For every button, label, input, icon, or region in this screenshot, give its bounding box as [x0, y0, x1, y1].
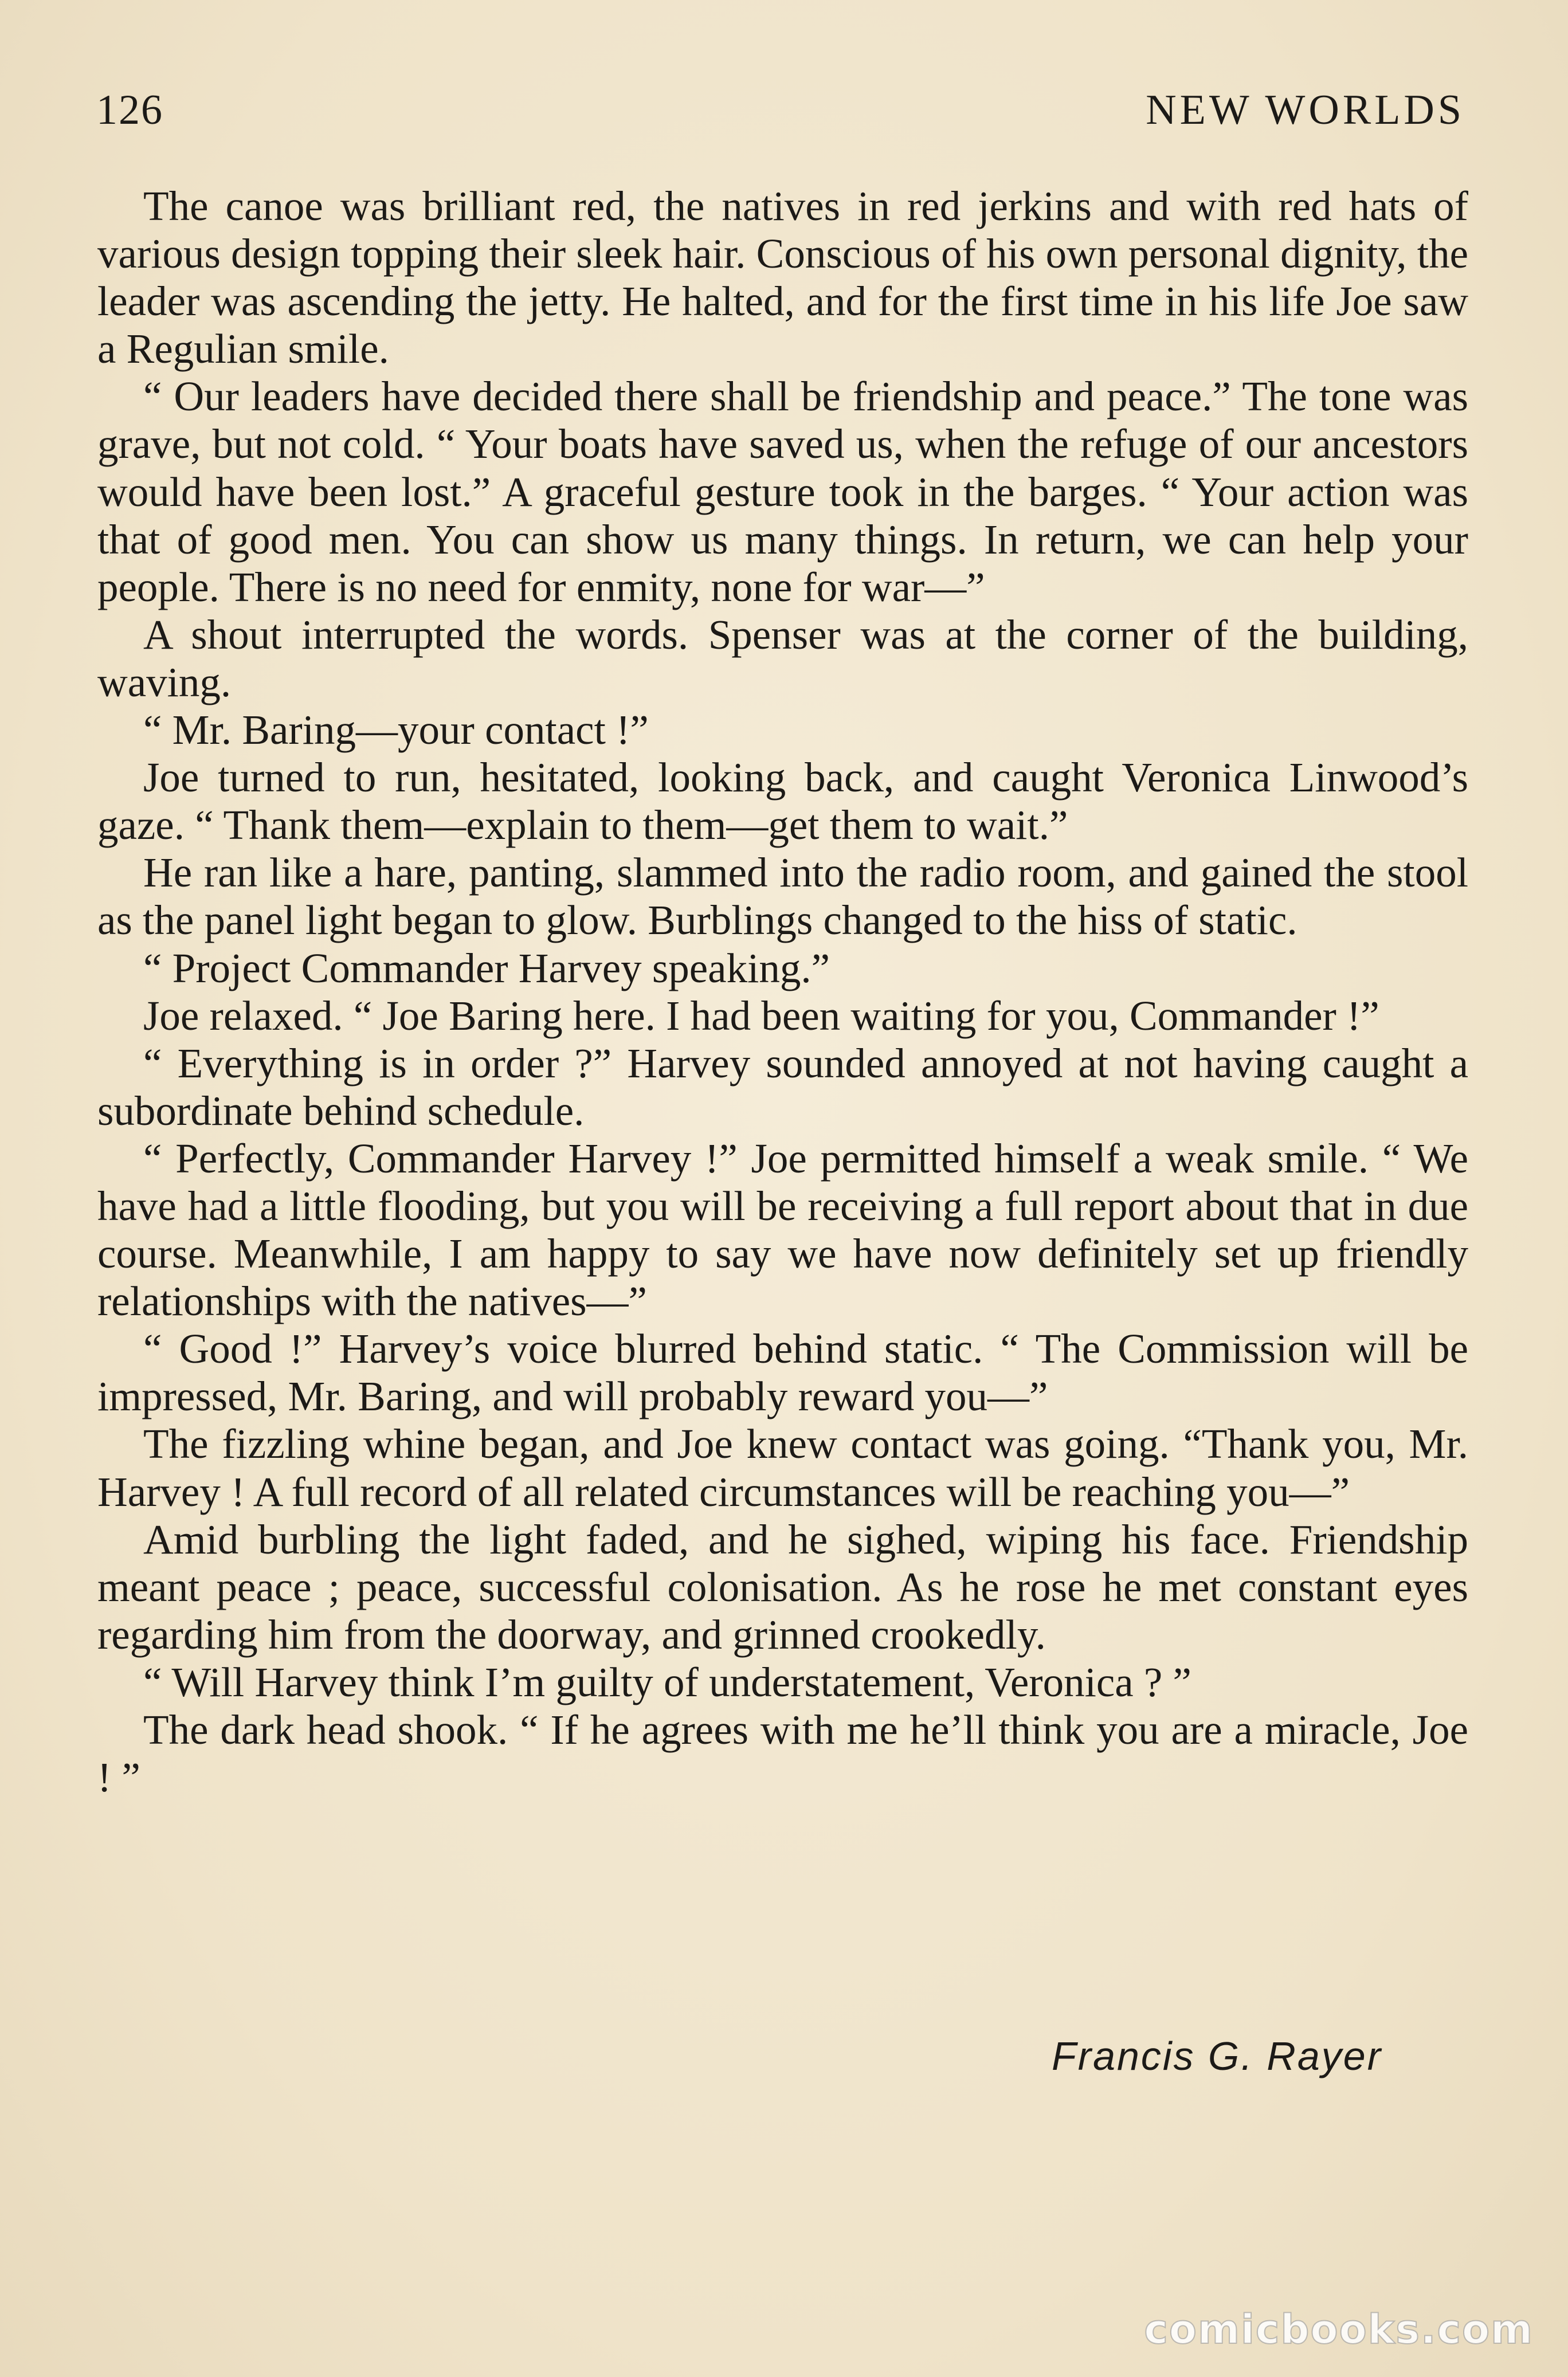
paragraph: Amid burbling the light faded, and he sighed, wiping his face. Friendship meant peace ; peace, successful colonisation. As he rose he met constant eyes regarding him from the doorway, and grinned crookedly. — [97, 1516, 1468, 1658]
paragraph: “ Good !” Harvey’s voice blurred behind static. “ The Commission will be impressed, Mr. Baring, and will probably reward you—” — [97, 1325, 1468, 1420]
paragraph: “ Our leaders have decided there shall be friendship and peace.” The tone was grave, but not cold. “ Your boats have saved us, when the refuge of our ancestors would have been lost.” A graceful gesture took in the barges. “ Your action was that of good men. You can show us many things. In return, we can help your people. There is no need for enmity, none for war—” — [97, 373, 1468, 610]
site-watermark: comicbooks.com — [1144, 2306, 1534, 2353]
page-number: 126 — [96, 87, 163, 134]
paragraph: “ Perfectly, Commander Harvey !” Joe permitted himself a weak smile. “ We have had a little flooding, but you will be receiving a full report about that in due course. Meanwhile, I am happy to say we have now definitely set up friendly relationships with the natives—” — [97, 1135, 1468, 1325]
story-text — [97, 182, 1468, 1801]
paragraph: “ Mr. Baring—your contact !” — [143, 707, 649, 754]
paragraph: He ran like a hare, panting, slammed into the radio room, and gained the stool as the panel light began to glow. Burblings changed to the hiss of static. — [97, 849, 1468, 944]
paragraph: A shout interrupted the words. Spenser was at the corner of the building, waving. — [97, 611, 1468, 705]
running-title: NEW WORLDS — [1146, 87, 1465, 134]
paragraph: The fizzling whine began, and Joe knew contact was going. “Thank you, Mr. Harvey ! A full record of all related circumstances will be reaching you—” — [97, 1421, 1468, 1515]
paragraph: The dark head shook. “ If he agrees with me he’ll think you are a miracle, Joe ! ” — [97, 1707, 1468, 1801]
paragraph: Joe relaxed. “ Joe Baring here. I had been waiting for you, Commander !” — [143, 992, 1379, 1039]
paragraph: Joe turned to run, hesitated, looking back, and caught Veronica Linwood’s gaze. “ Thank them—explain to them—get them to wait.” — [97, 754, 1468, 849]
paragraph: “ Will Harvey think I’m guilty of understatement, Veronica ? ” — [143, 1658, 1191, 1705]
paragraph: The canoe was brilliant red, the natives in red jerkins and with red hats of various design topping their sleek hair. Conscious of his own personal dignity, the leader was ascending the jetty. He halted, and for the first time in his life Joe saw a Regulian smile. — [97, 183, 1468, 372]
paragraph: “ Everything is in order ?” Harvey sounded annoyed at not having caught a subordinate behind schedule. — [97, 1040, 1468, 1134]
page-header — [96, 86, 1465, 143]
author-byline: Francis G. Rayer — [1052, 2034, 1382, 2078]
paragraph: “ Project Commander Harvey speaking.” — [143, 944, 830, 991]
